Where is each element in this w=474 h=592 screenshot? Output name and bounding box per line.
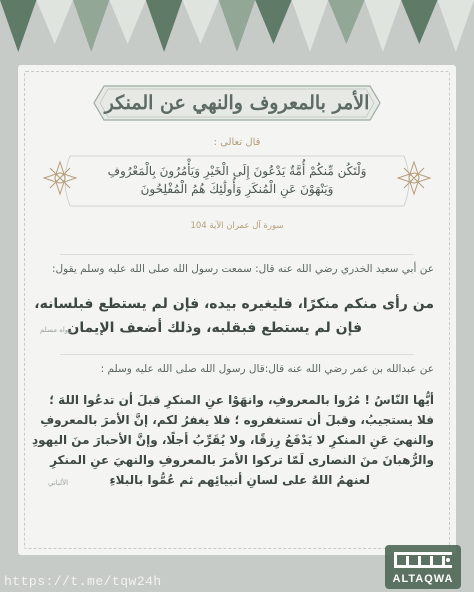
bunting-flag bbox=[365, 0, 401, 52]
quran-intro: قال تعالى : bbox=[213, 137, 261, 148]
hadith2-intro: عن عبدالله بن عمر رضي الله عنه قال:قال رسول الله صلى الله عليه وسلم : bbox=[100, 363, 434, 375]
bunting-flag bbox=[401, 0, 437, 44]
hadith2-line-4: والرُّهبانَ منَ النصارى لَمّا تركوا الأمرَ بالمعروفِ والنهيَ عنِ المنكرِ bbox=[50, 453, 434, 467]
hadith1-intro: عن أبي سعيد الخدري رضي الله عنه قال: سمعت رسول الله صلى الله عليه وسلم يقول: bbox=[51, 263, 434, 275]
hadith2-line-5: لعنهمُ اللهُ على لسانِ أنبيائِهم ثم عُمُّوا بالبلاءِ bbox=[109, 473, 370, 487]
bunting-flag bbox=[146, 0, 182, 52]
logo-text: ALTAQWA bbox=[392, 573, 454, 585]
hadith2-line-3: والنهيَ عَنِ المنكرِ لا يَدْفَعُ رِزقًا، ولا يُقَرِّبُ أجلًا، وإنَّ الأحبارَ منَ اليهودِ bbox=[31, 433, 434, 447]
divider bbox=[60, 354, 414, 355]
hadith1-line-2: فإن لم يستطع فبقلبه، وذلك أضعف الإيمان bbox=[67, 320, 362, 336]
bunting-decoration bbox=[0, 0, 474, 70]
quran-verse-line-2: وَيَنْهَوْنَ عَنِ الْمُنكَرِ وَأُولَٰئِكَ هُمُ الْمُفْلِحُونَ bbox=[140, 182, 334, 196]
bunting-flag bbox=[219, 0, 255, 52]
altaqwa-logo bbox=[384, 544, 462, 590]
bunting-flag bbox=[0, 0, 36, 52]
quran-frame bbox=[40, 152, 434, 210]
bunting-flag bbox=[182, 0, 218, 44]
bunting-flag bbox=[73, 0, 109, 52]
bunting-flag bbox=[438, 0, 474, 52]
telegram-link[interactable]: https://t.me/tqw24h bbox=[4, 574, 162, 589]
quran-verse-line-1: وَلْتَكُن مِّنكُمْ أُمَّةٌ يَدْعُونَ إِلَى الْخَيْرِ وَيَأْمُرُونَ بِالْمَعْرُوفِ bbox=[107, 164, 367, 178]
hadith2-line-1: أيُّها النّاسُ ! مُرُوا بالمعروفِ، وانهَوْا عنِ المنكرِ قبلَ أن تدعُوا اللهَ ؛ bbox=[49, 393, 434, 407]
bunting-flag bbox=[109, 0, 145, 44]
bunting-flag bbox=[36, 0, 72, 44]
bunting-flag bbox=[292, 0, 328, 52]
hadith1-line-1: من رأى منكم منكرًا، فليغيره بيده، فإن لم يستطع فبلسانه، bbox=[34, 296, 434, 312]
hadith2-line-2: فلا يستجيبُ، وقبلَ أن تستغفروه ؛ فلا يغفرُ لكم، إنَّ الأمرَ بالمعروفِ bbox=[40, 413, 434, 427]
quran-reference: سورة آل عمران الآية 104 bbox=[190, 221, 284, 231]
bunting-flag bbox=[328, 0, 364, 44]
hadith2-narrator: الألباني bbox=[48, 479, 69, 487]
bunting-flag bbox=[255, 0, 291, 44]
divider bbox=[60, 254, 414, 255]
hadith1-narrator: رواه مسلم bbox=[40, 326, 72, 334]
page-title: الأمر بالمعروف والنهي عن المنكر bbox=[104, 92, 370, 114]
